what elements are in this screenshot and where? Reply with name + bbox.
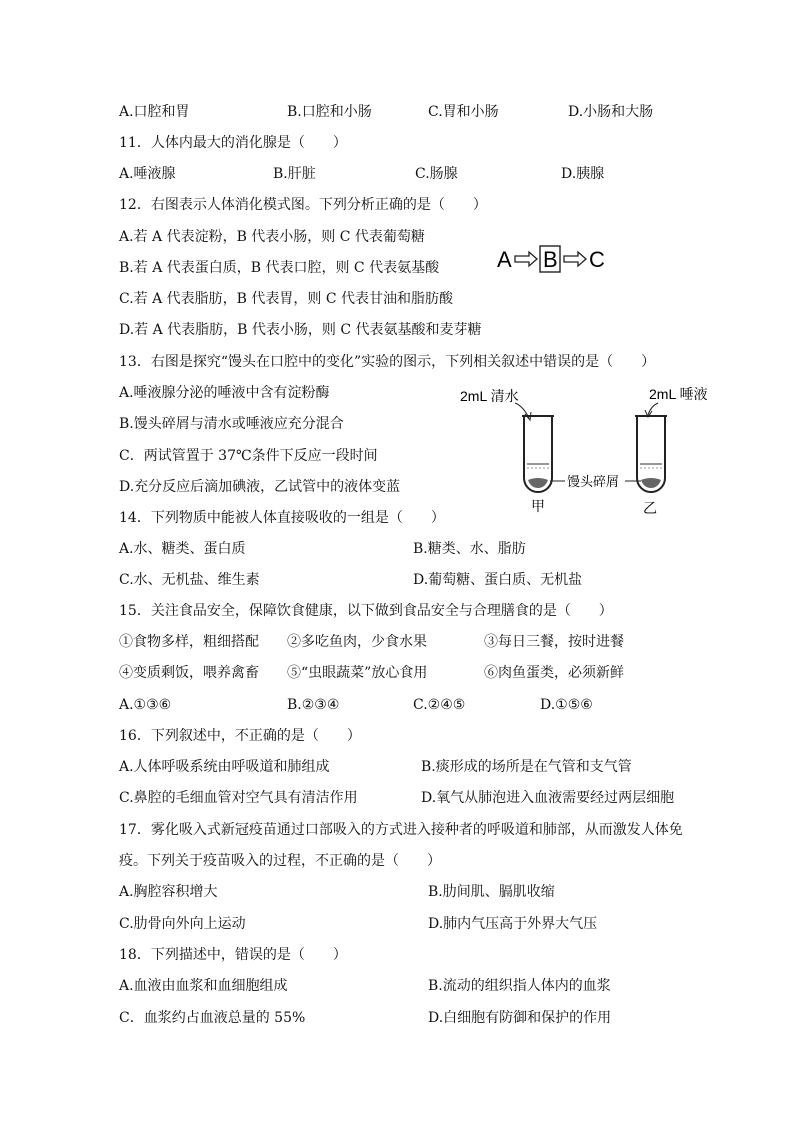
q16-option-d: D.氧气从肺泡进入血液需要经过两层细胞 [421, 790, 675, 806]
q18-option-d: D.白细胞有防御和保护的作用 [428, 1010, 612, 1026]
q12-option-a: A.若 A 代表淀粉，B 代表小肠，则 C 代表葡萄糖 [119, 229, 425, 245]
q14-option-b: B.糖类、水、脂肪 [413, 541, 526, 557]
tube-label-jia: 甲 [531, 498, 545, 514]
q16-option-c: C.鼻腔的毛细血管对空气具有清洁作用 [119, 790, 358, 806]
q16-option-b: B.痰形成的场所是在气管和支气管 [421, 759, 632, 775]
q17-option-c: C.肋骨向外向上运动 [119, 916, 246, 932]
diagram-label-b: B [543, 247, 558, 272]
q12-option-c: C.若 A 代表脂肪，B 代表胃，则 C 代表甘油和脂肪酸 [119, 291, 454, 307]
q10-option-b: B.口腔和小肠 [287, 104, 372, 120]
q15-item-3: ③每日三餐，按时进餐 [484, 634, 624, 650]
q14-option-c: C.水、无机盐、维生素 [119, 572, 260, 588]
q11-option-c: C.肠腺 [415, 166, 458, 182]
digestion-diagram [495, 242, 615, 276]
test-tube-figure [455, 380, 720, 515]
label-water: 2mL 清水 [460, 388, 519, 404]
q12-option-b: B.若 A 代表蛋白质，B 代表口腔，则 C 代表氨基酸 [119, 260, 440, 276]
q11-option-a: A.唾液腺 [119, 166, 176, 182]
q15-option-a: A.①③⑥ [119, 697, 172, 713]
q16-option-a: A.人体呼吸系统由呼吸道和肺组成 [119, 759, 330, 775]
q13-option-d: D.充分反应后滴加碘液，乙试管中的液体变蓝 [119, 479, 401, 495]
q17-option-b: B.肋间肌、膈肌收缩 [428, 884, 555, 900]
arrow-right-icon [515, 252, 537, 266]
q15-item-1: ①食物多样，粗细搭配 [119, 634, 259, 650]
diagram-label-c: C [589, 247, 605, 272]
label-mantou: 馒头碎屑 [567, 474, 620, 489]
q11-stem: 11．人体内最大的消化腺是（ ） [119, 135, 347, 151]
q16-stem: 16．下列叙述中，不正确的是（ ） [119, 728, 361, 744]
q13-option-c: C．两试管置于 37℃条件下反应一段时间 [119, 448, 378, 464]
q13-option-a: A.唾液腺分泌的唾液中含有淀粉酶 [119, 385, 330, 401]
q14-option-a: A.水、糖类、蛋白质 [119, 541, 246, 557]
q14-stem: 14．下列物质中能被人体直接吸收的一组是（ ） [119, 510, 445, 526]
tube-label-yi: 乙 [643, 500, 657, 515]
q17-stem-line1: 17．雾化吸入式新冠疫苗通过口部吸入的方式进入接种者的呼吸道和肺部，从而激发人体免 [119, 822, 683, 838]
q15-option-b: B.②③④ [287, 697, 340, 713]
diagram-label-a: A [497, 247, 512, 272]
q14-option-d: D.葡萄糖、蛋白质、无机盐 [413, 572, 583, 588]
q10-option-d: D.小肠和大肠 [568, 104, 654, 120]
q12-stem: 12．右图表示人体消化模式图。下列分析正确的是（ ） [119, 197, 487, 213]
q13-option-b: B.馒头碎屑与清水或唾液应充分混合 [119, 416, 344, 432]
q17-stem-line2: 疫。下列关于疫苗吸入的过程，不正确的是（ ） [119, 853, 441, 869]
q18-option-b: B.流动的组织指人体内的血浆 [428, 978, 611, 994]
q10-option-a: A.口腔和胃 [119, 104, 190, 120]
q18-stem: 18．下列描述中，错误的是（ ） [119, 947, 347, 963]
arrow-right-icon [564, 252, 586, 266]
q11-option-b: B.肝脏 [273, 166, 316, 182]
q13-stem: 13．右图是探究“馒头在口腔中的变化”实验的图示，下列相关叙述中错误的是（ ） [119, 354, 656, 370]
q15-item-2: ②多吃鱼肉，少食水果 [287, 634, 427, 650]
q15-item-5: ⑤“虫眼蔬菜”放心食用 [287, 665, 428, 681]
q18-option-a: A.血液由血浆和血细胞组成 [119, 978, 288, 994]
label-saliva: 2mL 唾液 [649, 386, 708, 402]
q15-option-d: D.①⑤⑥ [540, 697, 593, 713]
q17-option-d: D.肺内气压高于外界大气压 [428, 916, 598, 932]
q15-item-4: ④变质剩饭，喂养禽畜 [119, 665, 259, 681]
q15-stem: 15．关注食品安全，保障饮食健康，以下做到食品安全与合理膳食的是（ ） [119, 603, 613, 619]
q11-option-d: D.胰腺 [561, 166, 605, 182]
q17-option-a: A.胸腔容积增大 [119, 884, 218, 900]
q12-option-d: D.若 A 代表脂肪，B 代表小肠，则 C 代表氨基酸和麦芽糖 [119, 322, 482, 338]
test-tube-jia [522, 416, 554, 492]
q15-item-6: ⑥肉鱼蛋类，必须新鲜 [484, 665, 624, 681]
q10-option-c: C.胃和小肠 [428, 104, 499, 120]
q18-option-c: C．血浆约占血液总量的 55% [119, 1010, 306, 1026]
q15-option-c: C.②④⑤ [413, 697, 466, 713]
